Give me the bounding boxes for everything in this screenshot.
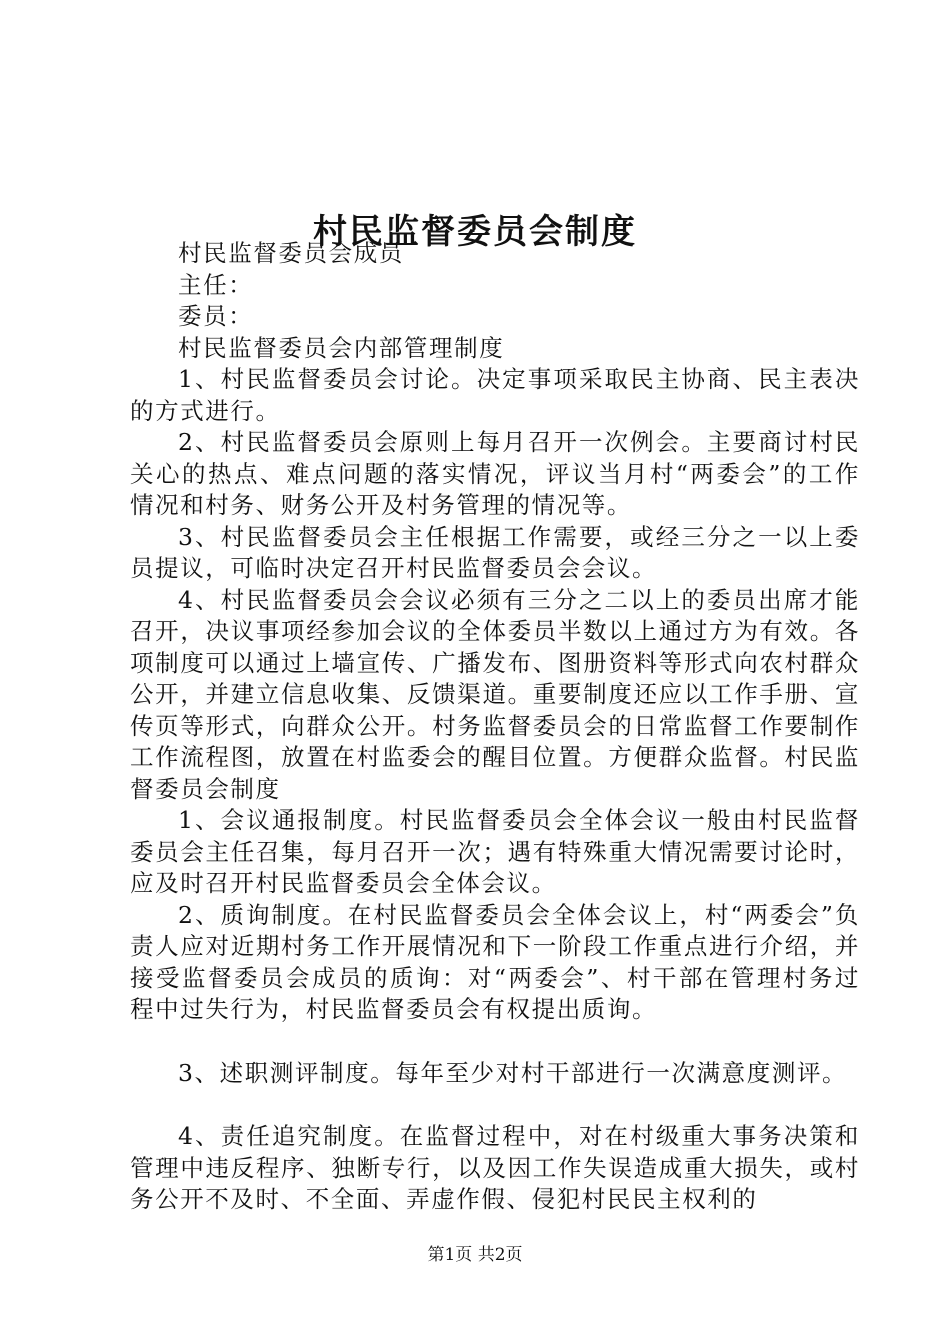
paragraph-rule-2: 2、村民监督委员会原则上每月召开一次例会。主要商讨村民关心的热点、难点问题的落实情况，评议当月村“两委会”的工作情况和村务、财务公开及村务管理的情况等。: [130, 428, 860, 519]
paragraph-system-1: 1、会议通报制度。村民监督委员会全体会议一般由村民监督委员会主任召集，每月召开一次；遇有特殊重大情况需要讨论时，应及时召开村民监督委员会全体会议。: [130, 806, 860, 897]
paragraph-rule-3: 3、村民监督委员会主任根据工作需要，或经三分之一以上委员提议，可临时决定召开村民监督委员会会议。: [130, 522, 860, 582]
document-title: 村民监督委员会制度: [313, 211, 637, 252]
paragraph-system-2: 2、质询制度。在村民监督委员会全体会议上，村“两委会”负责人应对近期村务工作开展情况和下一阶段工作重点进行介绍，并接受监督委员会成员的质询：对“两委会”、村干部在管理村务过程中过失行为，村民监督委员会有权提出质询。: [130, 900, 860, 1023]
paragraph-committee-members: 委员：: [178, 302, 254, 330]
paragraph-director: 主任：: [178, 270, 254, 299]
paragraph-rule-1: 1、村民监督委员会讨论。决定事项采取民主协商、民主表决的方式进行。: [130, 365, 860, 425]
paragraph-system-3: 3、述职测评制度。每年至少对村干部进行一次满意度测评。: [178, 1058, 848, 1087]
paragraph-members-heading: 村民监督委员会成员: [178, 239, 404, 267]
page-footer: 第1页 共2页: [427, 1245, 523, 1265]
document-body: [130, 238, 860, 1216]
paragraph-system-4: 4、责任追究制度。在监督过程中，对在村级重大事务决策和管理中违反程序、独断专行，以及因工作失误造成重大损失，或村务公开不及时、不全面、弄虚作假、侵犯村民民主权利的: [130, 1122, 860, 1213]
paragraph-internal-rules-heading: 村民监督委员会内部管理制度: [178, 333, 505, 362]
paragraph-rule-4: 4、村民监督委员会会议必须有三分之二以上的委员出席才能召开，决议事项经参加会议的全体委员半数以上通过方为有效。各项制度可以通过上墙宣传、广播发布、图册资料等形式向农村群众公开，并建立信息收集、反馈渠道。重要制度还应以工作手册、宣传页等形式，向群众公开。村务监督委员会的日常监督工作要制作工作流程图，放置在村监委会的醒目位置。方便群众监督。村民监督委员会制度: [130, 585, 860, 803]
